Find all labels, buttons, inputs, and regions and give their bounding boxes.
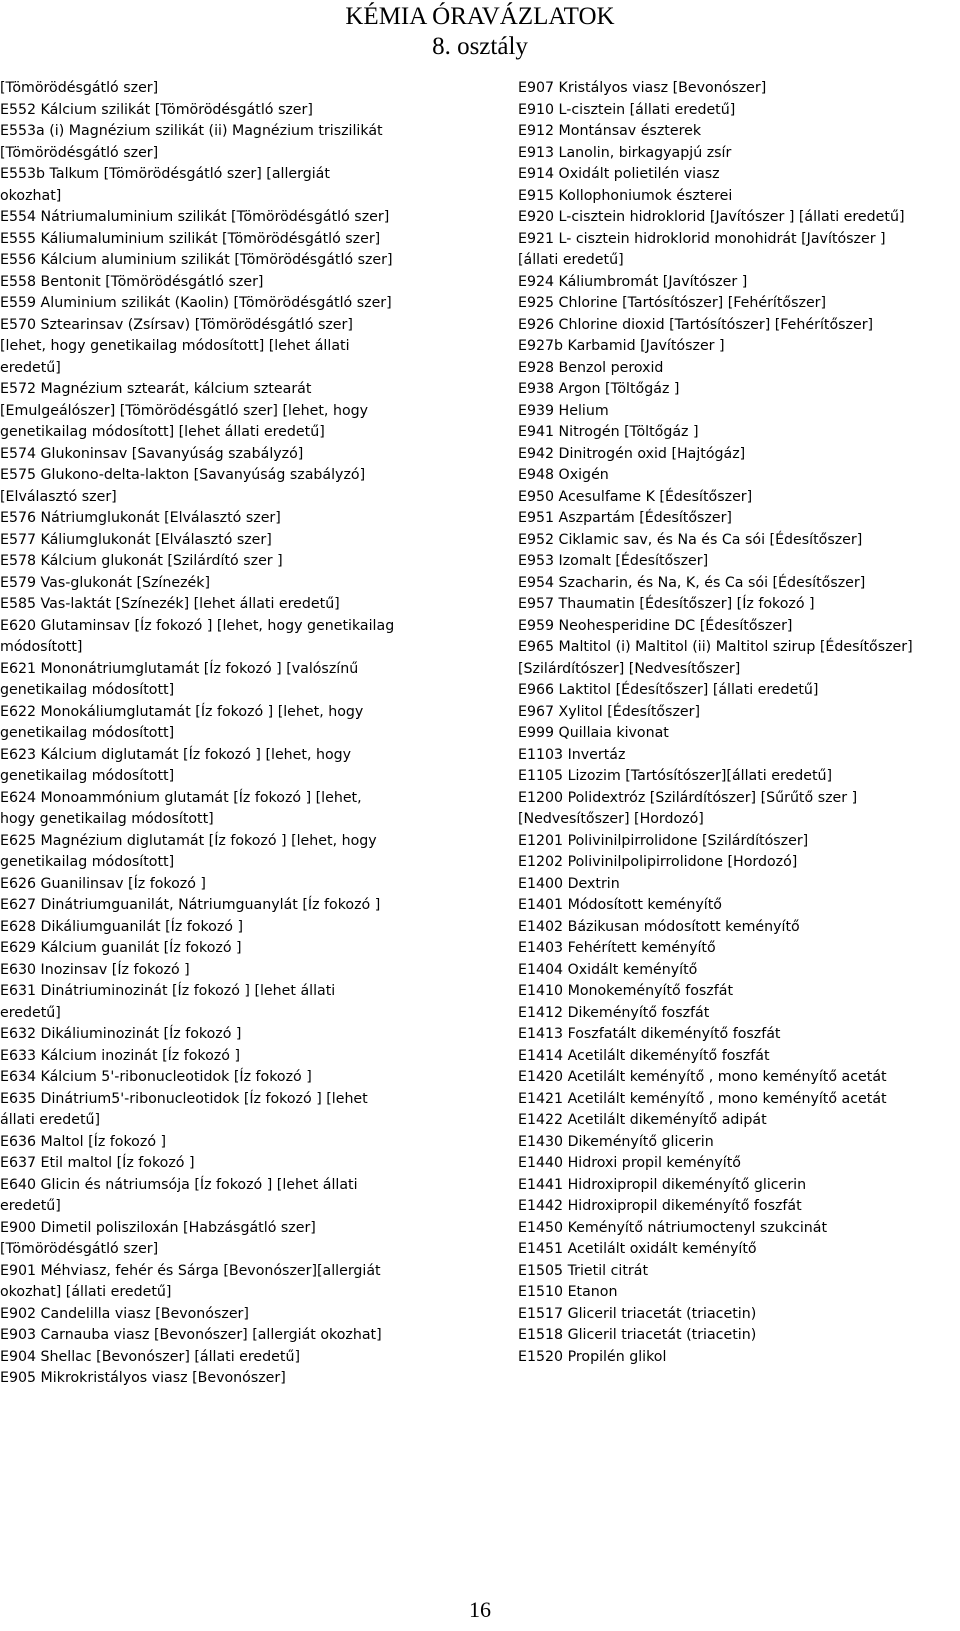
list-item: E924 Káliumbromát [Javítószer ] [518, 273, 748, 290]
page-header [0, 0, 960, 68]
list-item: E1400 Dextrin [518, 875, 620, 892]
list-item: [lehet, hogy genetikailag módosított] [lehet állati [0, 338, 350, 354]
list-item: E635 Dinátrium5'-ribonucleotidok [Íz fokozó ] [lehet [0, 1090, 368, 1107]
list-item: E1421 Acetilált keményítő , mono keményítő acetát [518, 1090, 887, 1107]
list-item: E634 Kálcium 5'-ribonucleotidok [Íz fokozó ] [0, 1069, 312, 1085]
list-item: E1451 Acetilált oxidált keményítő [518, 1241, 757, 1257]
list-item: E1430 Dikeményítő glicerin [518, 1133, 714, 1150]
page-title: KÉMIA ÓRAVÁZLATOK [345, 3, 615, 30]
page-number: 16 [469, 1597, 491, 1622]
list-item: E1441 Hidroxipropil dikeményítő glicerin [518, 1176, 807, 1193]
list-item: [Elválasztó szer] [0, 488, 117, 505]
list-item: E577 Káliumglukonát [Elválasztó szer] [0, 531, 272, 548]
list-item: hogy genetikailag módosított] [0, 811, 214, 827]
list-item: E633 Kálcium inozinát [Íz fokozó ] [0, 1047, 240, 1064]
right-column [518, 78, 960, 1368]
list-item: E575 Glukono-delta-lakton [Savanyúság szabályzó] [0, 467, 366, 483]
list-item: E554 Nátriumaluminium szilikát [Tömörödésgátló szer] [0, 209, 390, 225]
list-item: E552 Kálcium szilikát [Tömörödésgátló szer] [0, 101, 313, 118]
list-item: E1103 Invertáz [518, 746, 626, 763]
list-item: E1105 Lizozim [Tartósítószer][állati eredetű] [518, 768, 833, 784]
list-item: [Szilárdítószer] [Nedvesítőszer] [518, 660, 741, 677]
list-item: E553a (i) Magnézium szilikát (ii) Magnézium triszilikát [0, 123, 383, 139]
list-item: E1413 Foszfatált dikeményítő foszfát [518, 1026, 781, 1042]
list-item: E952 Ciklamic sav, és Na és Ca sói [Édesítőszer] [518, 531, 863, 548]
list-item: E966 Laktitol [Édesítőszer] [állati eredetű] [518, 682, 819, 698]
list-item: E630 Inozinsav [Íz fokozó ] [0, 961, 190, 978]
list-item: E957 Thaumatin [Édesítőszer] [Íz fokozó ] [518, 596, 815, 612]
list-item: genetikailag módosított] [0, 854, 175, 870]
list-item: E959 Neohesperidine DC [Édesítőszer] [518, 617, 793, 634]
list-item: genetikailag módosított] [0, 725, 175, 741]
list-item: E1201 Polivinilpirrolidone [Szilárdítószer] [518, 832, 809, 849]
list-item: E921 L- cisztein hidroklorid monohidrát [Javítószer ] [518, 230, 886, 247]
list-item: E624 Monoammónium glutamát [Íz fokozó ] [lehet, [0, 789, 362, 806]
list-item: E626 Guanilinsav [Íz fokozó ] [0, 875, 206, 892]
list-item: E912 Montánsav észterek [518, 123, 702, 139]
list-item: E1517 Gliceril triacetát (triacetin) [518, 1305, 757, 1322]
list-item: E967 Xylitol [Édesítőszer] [518, 703, 700, 720]
list-item: E622 Monokáliumglutamát [Íz fokozó ] [lehet, hogy [0, 703, 364, 720]
list-item: E1412 Dikeményítő foszfát [518, 1004, 710, 1021]
list-item: állati eredetű] [0, 1112, 101, 1128]
list-item: E1505 Trietil citrát [518, 1262, 649, 1279]
list-item: E574 Glukoninsav [Savanyúság szabályzó] [0, 445, 304, 462]
list-item: eredetű] [0, 1198, 61, 1214]
list-item: E1200 Polidextróz [Szilárdítószer] [Sűrűtő szer ] [518, 789, 858, 806]
list-item: E558 Bentonit [Tömörödésgátló szer] [0, 273, 264, 290]
list-item: E1420 Acetilált keményítő , mono keményítő acetát [518, 1069, 887, 1085]
list-item: E903 Carnauba viasz [Bevonószer] [allergiát okozhat] [0, 1327, 382, 1343]
list-item: E939 Helium [518, 402, 609, 419]
list-item: E579 Vas-glukonát [Színezék] [0, 574, 211, 591]
list-item: módosított] [0, 639, 83, 655]
list-item: E904 Shellac [Bevonószer] [állati eredetű] [0, 1348, 300, 1365]
left-column [0, 78, 480, 1390]
list-item: E907 Kristályos viasz [Bevonószer] [518, 80, 767, 96]
list-item: E629 Kálcium guanilát [Íz fokozó ] [0, 940, 242, 956]
list-item: E953 Izomalt [Édesítőszer] [518, 553, 709, 569]
list-item: E950 Acesulfame K [Édesítőszer] [518, 488, 753, 505]
list-item: E1402 Bázikusan módosított keményítő [518, 918, 800, 935]
list-item: E621 Mononátriumglutamát [Íz fokozó ] [valószínű [0, 660, 359, 677]
list-item: E627 Dinátriumguanilát, Nátriumguanylát [Íz fokozó ] [0, 897, 381, 913]
list-item: E1510 Etanon [518, 1284, 618, 1300]
list-item: E1410 Monokeményítő foszfát [518, 983, 734, 999]
list-item: E902 Candelilla viasz [Bevonószer] [0, 1305, 249, 1322]
list-item: E572 Magnézium sztearát, kálcium sztearát [0, 381, 312, 397]
list-item: E625 Magnézium diglutamát [Íz fokozó ] [lehet, hogy [0, 832, 377, 849]
list-item: E1202 Polivinilpolipirrolidone [Hordozó] [518, 854, 798, 870]
list-item: E623 Kálcium diglutamát [Íz fokozó ] [lehet, hogy [0, 746, 352, 763]
list-item: E1518 Gliceril triacetát (triacetin) [518, 1327, 757, 1343]
list-item: E1401 Módosított keményítő [518, 897, 722, 913]
list-item: E570 Sztearinsav (Zsírsav) [Tömörödésgátló szer] [0, 316, 353, 333]
list-item: E928 Benzol peroxid [518, 359, 664, 376]
list-item: E951 Aszpartám [Édesítőszer] [518, 510, 732, 526]
list-item: genetikailag módosított] [lehet állati eredetű] [0, 424, 325, 440]
list-item: E1414 Acetilált dikeményítő foszfát [518, 1047, 770, 1064]
list-item: E1403 Fehérített keményítő [518, 940, 716, 956]
list-item: E927b Karbamid [Javítószer ] [518, 338, 725, 354]
list-item: E948 Oxigén [518, 467, 609, 483]
list-item: E954 Szacharin, és Na, K, és Ca sói [Édesítőszer] [518, 574, 866, 591]
list-item: eredetű] [0, 359, 61, 376]
list-item: E556 Kálcium aluminium szilikát [Tömörödésgátló szer] [0, 252, 393, 268]
page-subtitle: 8. osztály [432, 33, 528, 60]
list-item: E1440 Hidroxi propil keményítő [518, 1155, 741, 1171]
list-item: E555 Káliumaluminium szilikát [Tömörödésgátló szer] [0, 230, 381, 247]
list-item: [állati eredetű] [518, 252, 624, 268]
list-item: E920 L-cisztein hidroklorid [Javítószer ] [állati eredetű] [518, 209, 905, 225]
list-item: E901 Méhviasz, fehér és Sárga [Bevonószer][allergiát [0, 1262, 381, 1279]
list-item: [Tömörödésgátló szer] [0, 80, 159, 96]
list-item: E1450 Keményítő nátriumoctenyl szukcinát [518, 1219, 828, 1236]
list-item: E1442 Hidroxipropil dikeményítő foszfát [518, 1198, 802, 1214]
list-item: genetikailag módosított] [0, 682, 175, 698]
list-item: E914 Oxidált polietilén viasz [518, 166, 720, 182]
list-item: E628 Dikáliumguanilát [Íz fokozó ] [0, 918, 244, 935]
list-item: okozhat] [0, 187, 62, 204]
list-item: E910 L-cisztein [állati eredetű] [518, 101, 736, 118]
list-item: E999 Quillaia kivonat [518, 725, 669, 741]
list-item: E942 Dinitrogén oxid [Hajtógáz] [518, 445, 746, 462]
list-item: E631 Dinátriuminozinát [Íz fokozó ] [lehet állati [0, 983, 336, 999]
list-item: E620 Glutaminsav [Íz fokozó ] [lehet, hogy genetikailag [0, 617, 395, 634]
list-item: [Nedvesítőszer] [Hordozó] [518, 811, 704, 827]
list-item: genetikailag módosított] [0, 768, 175, 784]
list-item: E938 Argon [Töltőgáz ] [518, 381, 680, 397]
list-item: okozhat] [állati eredetű] [0, 1284, 172, 1300]
list-item: E637 Etil maltol [Íz fokozó ] [0, 1155, 195, 1171]
list-item: E965 Maltitol (i) Maltitol (ii) Maltitol szirup [Édesítőszer] [518, 639, 913, 655]
list-item: E900 Dimetil polisziloxán [Habzásgátló szer] [0, 1219, 316, 1236]
list-item: [Tömörödésgátló szer] [0, 144, 159, 161]
list-item: E553b Talkum [Tömörödésgátló szer] [allergiát [0, 166, 330, 182]
list-item: E915 Kollophoniumok észterei [518, 187, 733, 204]
list-item: eredetű] [0, 1004, 61, 1021]
list-item: E1404 Oxidált keményítő [518, 961, 698, 978]
list-item: E585 Vas-laktát [Színezék] [lehet állati eredetű] [0, 596, 340, 612]
list-item: E576 Nátriumglukonát [Elválasztó szer] [0, 510, 281, 526]
list-item: E636 Maltol [Íz fokozó ] [0, 1133, 167, 1150]
list-item: E1520 Propilén glikol [518, 1348, 667, 1365]
list-item: E1422 Acetilált dikeményítő adipát [518, 1112, 767, 1128]
list-item: E559 Aluminium szilikát (Kaolin) [Tömörödésgátló szer] [0, 295, 392, 311]
list-item: [Emulgeálószer] [Tömörödésgátló szer] [lehet, hogy [0, 402, 369, 419]
list-item: E640 Glicin és nátriumsója [Íz fokozó ] [lehet állati [0, 1176, 358, 1193]
list-item: [Tömörödésgátló szer] [0, 1241, 159, 1257]
list-item: E578 Kálcium glukonát [Szilárdító szer ] [0, 553, 283, 569]
list-item: E905 Mikrokristályos viasz [Bevonószer] [0, 1370, 286, 1386]
list-item: E941 Nitrogén [Töltőgáz ] [518, 424, 699, 440]
list-item: E925 Chlorine [Tartósítószer] [Fehérítőszer] [518, 295, 827, 311]
list-item: E632 Dikáliuminozinát [Íz fokozó ] [0, 1026, 242, 1042]
list-item: E913 Lanolin, birkagyapjú zsír [518, 144, 732, 161]
list-item: E926 Chlorine dioxid [Tartósítószer] [Fehérítőszer] [518, 316, 874, 333]
